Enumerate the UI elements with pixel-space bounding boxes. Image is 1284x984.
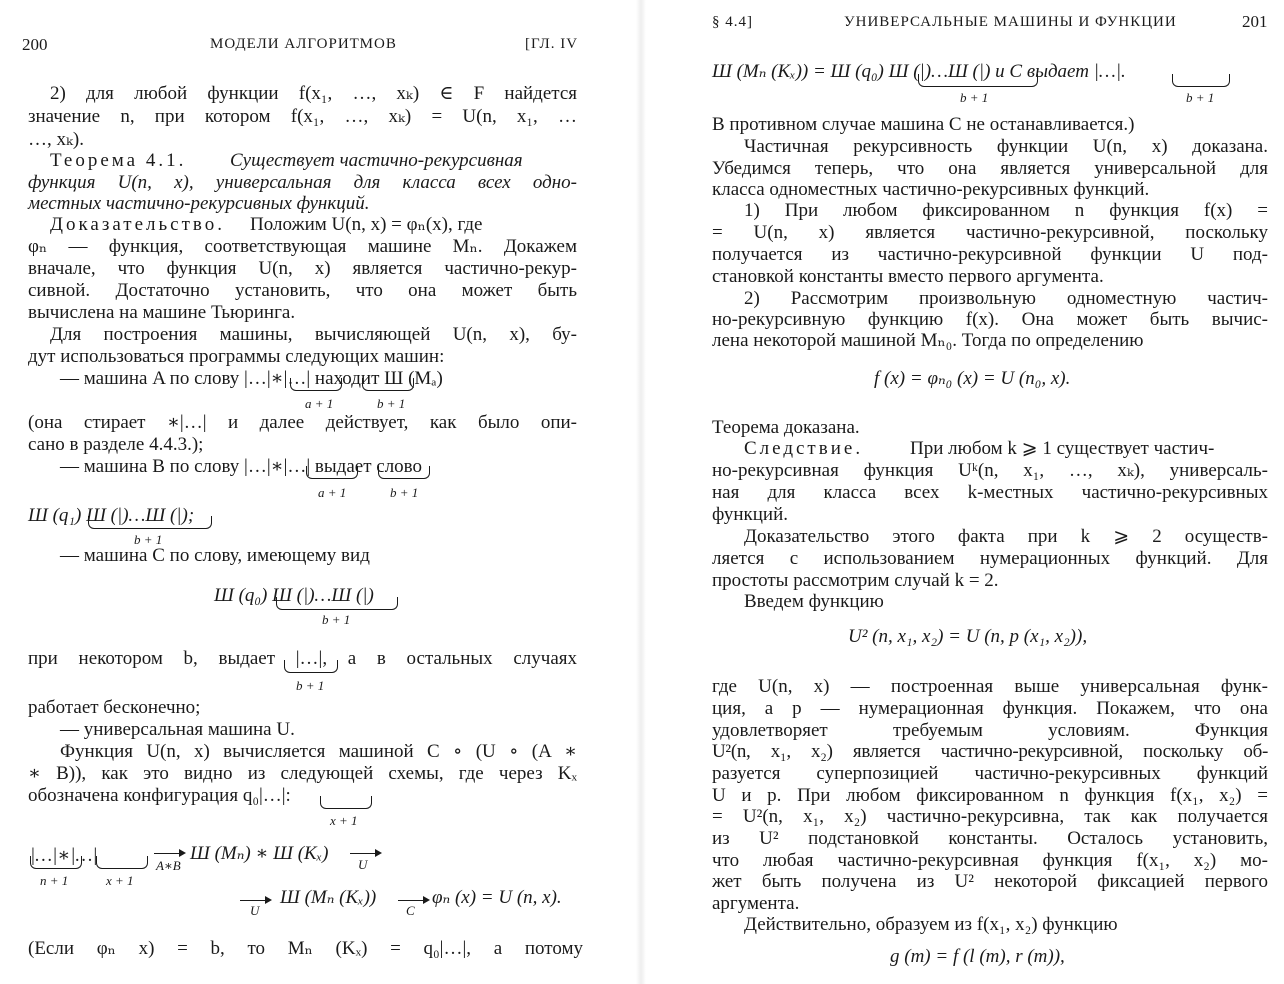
text-line: сано в разделе 4.4.3.);: [28, 434, 204, 455]
text-line: разуется суперпозицией частично-рекурсивных функций: [712, 763, 1268, 784]
underbrace: [290, 378, 342, 391]
formula-line: Ш (Mₙ (Kₓ)) = Ш (q₀) Ш (|)…Ш (|) и C выдает |…|.: [712, 61, 1126, 82]
brace-label: b + 1: [296, 678, 325, 693]
text-line: = U(n, x) является частично-рекурсивной, поскольку: [712, 222, 1268, 243]
text-line: из U² подстановкой константы. Осталось установить,: [712, 828, 1268, 849]
text-line: где U(n, x) — построенная выше универсальная функ-: [712, 676, 1268, 697]
arrow-label: A∗B: [156, 858, 181, 873]
arrow-label: U: [358, 857, 368, 872]
arrow-icon: [240, 900, 270, 901]
text-line: ция, а p — нумерационная функция. Покажем, что она: [712, 698, 1268, 719]
text-line: Теорема доказана.: [712, 417, 860, 438]
arrow-icon: [398, 900, 428, 901]
brace-label: x + 1: [330, 813, 358, 828]
theorem-text: функция U(n, x), универсальная для класса всех одно-: [28, 172, 577, 193]
brace-label: x + 1: [106, 873, 134, 888]
right-page: [642, 0, 1284, 984]
text-line: ляется с использованием нумерационных функций. Для: [712, 548, 1268, 569]
text-line: — универсальная машина U.: [60, 719, 295, 740]
arrow-label: U: [250, 903, 260, 918]
text-line: при некотором b, выдает |…|, а в остальных случаях: [28, 648, 577, 669]
text-line: В противном случае машина C не останавливается.): [712, 114, 1135, 135]
text-line: Убедимся теперь, что она является универсальной для: [712, 158, 1268, 179]
running-head-right: УНИВЕРСАЛЬНЫЕ МАШИНЫ И ФУНКЦИИ: [844, 14, 1177, 30]
brace-label: b + 1: [390, 485, 419, 500]
scheme-mid: Ш (Mₙ) ∗ Ш (Kₓ): [190, 843, 329, 864]
arrow-label: C: [406, 903, 415, 918]
arrow-icon: [154, 853, 184, 854]
running-head-left: МОДЕЛИ АЛГОРИТМОВ: [210, 36, 397, 52]
text-line: Положим U(n, x) = φₙ(x), где: [250, 214, 483, 235]
text-line: обозначена конфигурация q₀|…|:: [28, 785, 291, 806]
text-line: — машина C по слову, имеющему вид: [60, 545, 370, 566]
underbrace: [284, 660, 338, 673]
text-line: 2) Рассмотрим произвольную одноместную частич-: [744, 288, 1268, 309]
theorem-label: Теорема 4.1.: [50, 150, 187, 171]
brace-label: b + 1: [960, 90, 989, 105]
text-line: работает бесконечно;: [28, 697, 201, 718]
text-line: простоты рассмотрим случай k = 2.: [712, 570, 999, 591]
text-line: Функция U(n, x) вычисляется машиной C ∘ (U ∘ (A ∗: [60, 741, 577, 762]
text-line: — машина A по слову |…|∗|…| находит Ш (Mₐ): [60, 368, 443, 389]
text-line: (Если φₙ x) = b, то Mₙ (Kₓ) = q₀|…|, а потому: [28, 938, 583, 959]
text-line: …, xₖ).: [28, 129, 85, 150]
page-number-left: 200: [22, 35, 48, 54]
text-line: сивной. Достаточно установить, что она может быть: [28, 280, 577, 301]
text-line: аргумента.: [712, 893, 800, 914]
text-line: дут использоваться программы следующих машин:: [28, 346, 445, 367]
text-line: функций.: [712, 504, 788, 525]
theorem-text: местных частично-рекурсивных функций.: [28, 193, 370, 214]
text-line: ная для класса всех k-местных частично-рекурсивных: [712, 482, 1268, 503]
text-line: Введем функцию: [744, 591, 884, 612]
text-line: вычислена на машине Тьюринга.: [28, 302, 296, 323]
text-line: лена некоторой машиной Mₙ₀. Тогда по определению: [712, 330, 1144, 351]
text-line: но-рекурсивная функция Uᵏ(n, x₁, …, xₖ), универсаль-: [712, 460, 1268, 481]
chapter-ref: [ГЛ. IV: [525, 36, 579, 52]
arrow-icon: [350, 853, 380, 854]
text-line: вначале, что функция U(n, x) является частично-рекур-: [28, 258, 577, 279]
corollary-label: Следствие.: [744, 438, 864, 459]
brace-label: b + 1: [377, 396, 406, 411]
scheme-result: φₙ (x) = U (n, x).: [432, 887, 562, 908]
underbrace: [306, 466, 358, 479]
text-line: удовлетворяет требуемым условиям. Функция: [712, 720, 1268, 741]
underbrace: [30, 856, 82, 869]
section-ref: § 4.4]: [712, 14, 753, 30]
proof-label: Доказательство.: [50, 214, 225, 235]
text-line: получается из частично-рекурсивной функции U под-: [712, 244, 1268, 265]
underbrace: [362, 378, 414, 391]
underbrace: [1172, 74, 1230, 87]
text-line: жет быть получена из U² некоторой фиксацией первого: [712, 871, 1268, 892]
text-line: Доказательство этого факта при k ⩾ 2 осуществ-: [744, 526, 1268, 547]
text-line: 1) При любом фиксированном n функция f(x) =: [744, 200, 1268, 221]
formula-line: Ш (q₁) Ш (|)…Ш (|);: [28, 505, 195, 526]
underbrace: [96, 856, 148, 869]
brace-label: b + 1: [322, 612, 351, 627]
text-line: значение n, при котором f(x₁, …, xₖ) = U(n, x₁, …: [28, 106, 577, 127]
text-line: но-рекурсивную функцию f(x). Она может быть вычис-: [712, 309, 1268, 330]
text-line: При любом k ⩾ 1 существует частич-: [910, 438, 1215, 459]
text-line: 2) для любой функции f(x₁, …, xₖ) ∈ F найдется: [50, 83, 577, 104]
underbrace: [276, 597, 398, 610]
scheme-end: Ш (Mₙ (Kₓ)): [280, 887, 377, 908]
text-line: что любая частично-рекурсивная функция f(x₁, x₂) мо-: [712, 850, 1268, 871]
text-line: U²(n, x₁, x₂) является частично-рекурсивной, поскольку об-: [712, 741, 1268, 762]
text-line: U и p. При любом фиксированном n функция f(x₁, x₂) =: [712, 785, 1268, 806]
scheme-start: |…|∗|…|: [30, 845, 98, 866]
underbrace: [88, 516, 212, 529]
brace-label: n + 1: [40, 873, 69, 888]
text-line: (она стирает ∗|…| и далее действует, как было опи-: [28, 412, 577, 433]
text-line: класса одноместных частично-рекурсивных функций.: [712, 179, 1150, 200]
text-line: ∗ B)), как это видно из следующей схемы, где через Kₓ: [28, 763, 577, 784]
brace-label: a + 1: [318, 485, 347, 500]
formula-line: f (x) = φₙ₀ (x) = U (n₀, x).: [874, 368, 1071, 389]
text-line: Частичная рекурсивность функции U(n, x) доказана.: [744, 136, 1268, 157]
theorem-text: Существует частично-рекурсивная: [230, 150, 523, 171]
underbrace: [378, 466, 430, 479]
brace-label: b + 1: [134, 532, 163, 547]
formula-line: Ш (q₀) Ш (|)…Ш (|): [214, 585, 374, 606]
underbrace: [320, 796, 372, 809]
text-line: становкой константы вместо первого аргумента.: [712, 266, 1104, 287]
text-line: φₙ — функция, соответствующая машине Mₙ. Докажем: [28, 236, 577, 257]
text-line: — машина B по слову |…|∗|…| выдает слово: [60, 456, 423, 477]
brace-label: a + 1: [305, 396, 334, 411]
underbrace: [918, 74, 1038, 87]
brace-label: b + 1: [1186, 90, 1215, 105]
formula-line: g (m) = f (l (m), r (m)),: [890, 946, 1065, 967]
page-number-right: 201: [1242, 12, 1268, 31]
text-line: Действительно, образуем из f(x₁, x₂) функцию: [744, 914, 1118, 935]
text-line: = U²(n, x₁, x₂) частично-рекурсивна, так как получается: [712, 806, 1268, 827]
formula-line: U² (n, x₁, x₂) = U (n, p (x₁, x₂)),: [848, 626, 1088, 647]
text-line: Для построения машины, вычисляющей U(n, x), бу-: [50, 324, 577, 345]
